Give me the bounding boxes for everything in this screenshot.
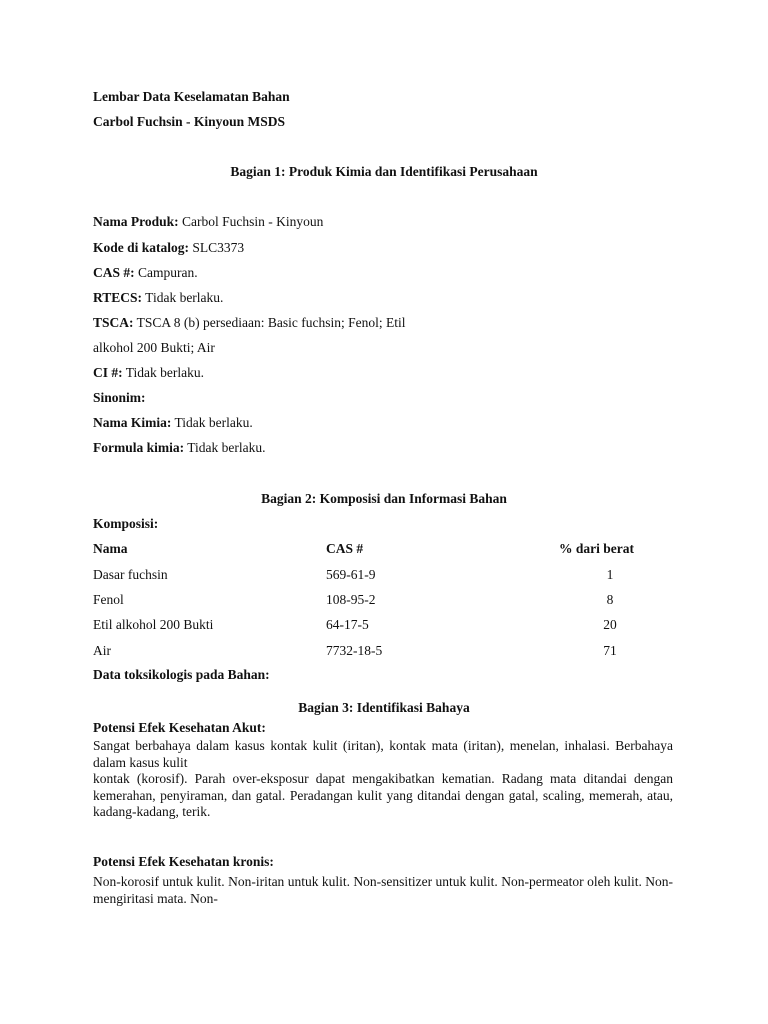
section2-heading: Bagian 2: Komposisi dan Informasi Bahan [261,491,507,506]
document-subtitle: Carbol Fuchsin - Kinyoun MSDS [93,114,286,129]
acute-effects-label: Potensi Efek Kesehatan Akut: [93,720,266,735]
acute-effects-text-2: kontak (korosif). Parah over-eksposur dapat mengakibatkan kematian. Radang mata ditandai dengan kemerahan, penyiraman, dan gatal. Peradangan kulit yang ditandai dengan gatal, scaling, memerah, atau, kadang-kadang, terik. [93,771,673,819]
table-cell-weight: 8 [606,592,614,607]
table-cell-cas: 7732-18-5 [326,643,383,658]
column-header-cas: CAS # [326,541,364,556]
field-tsca-continued: alkohol 200 Bukti; Air [93,340,215,355]
chronic-effects-label: Potensi Efek Kesehatan kronis: [93,854,274,869]
field-chemical-formula: Formula kimia: Tidak berlaku. [93,440,266,455]
acute-effects-text-1: Sangat berbahaya dalam kasus kontak kulit (iritan), kontak mata (iritan), menelan, inhalasi. Berbahaya dalam kasus kulit [93,738,673,770]
table-cell-name: Air [93,643,111,658]
table-cell-weight: 1 [606,567,614,582]
document-title: Lembar Data Keselamatan Bahan [93,89,290,104]
table-cell-name: Fenol [93,592,124,607]
chronic-effects-text: Non-korosif untuk kulit. Non-iritan untuk kulit. Non-sensitizer untuk kulit. Non-permeator oleh kulit. Non-mengiritasi mata. Non- [93,874,673,906]
field-cas: CAS #: Campuran. [93,265,198,280]
table-cell-cas: 569-61-9 [326,567,376,582]
field-ci: CI #: Tidak berlaku. [93,365,205,380]
toxicology-label: Data toksikologis pada Bahan: [93,667,270,682]
field-synonym: Sinonim: [93,390,146,405]
field-product-name: Nama Produk: Carbol Fuchsin - Kinyoun [93,214,324,229]
table-cell-name: Dasar fuchsin [93,567,168,582]
section1-heading: Bagian 1: Produk Kimia dan Identifikasi Perusahaan [230,164,538,179]
field-rtecs: RTECS: Tidak berlaku. [93,290,224,305]
table-cell-weight: 71 [603,643,617,658]
section3-heading: Bagian 3: Identifikasi Bahaya [298,700,470,715]
table-cell-name: Etil alkohol 200 Bukti [93,617,214,632]
field-catalog-code: Kode di katalog: SLC3373 [93,240,245,255]
table-cell-cas: 108-95-2 [326,592,376,607]
table-cell-weight: 20 [603,617,617,632]
field-tsca: TSCA: TSCA 8 (b) persediaan: Basic fuchsin; Fenol; Etil [93,315,406,330]
composition-label: Komposisi: [93,516,159,531]
column-header-name: Nama [93,541,128,556]
table-cell-cas: 64-17-5 [326,617,369,632]
field-chemical-name: Nama Kimia: Tidak berlaku. [93,415,253,430]
column-header-weight: % dari berat [559,541,634,556]
